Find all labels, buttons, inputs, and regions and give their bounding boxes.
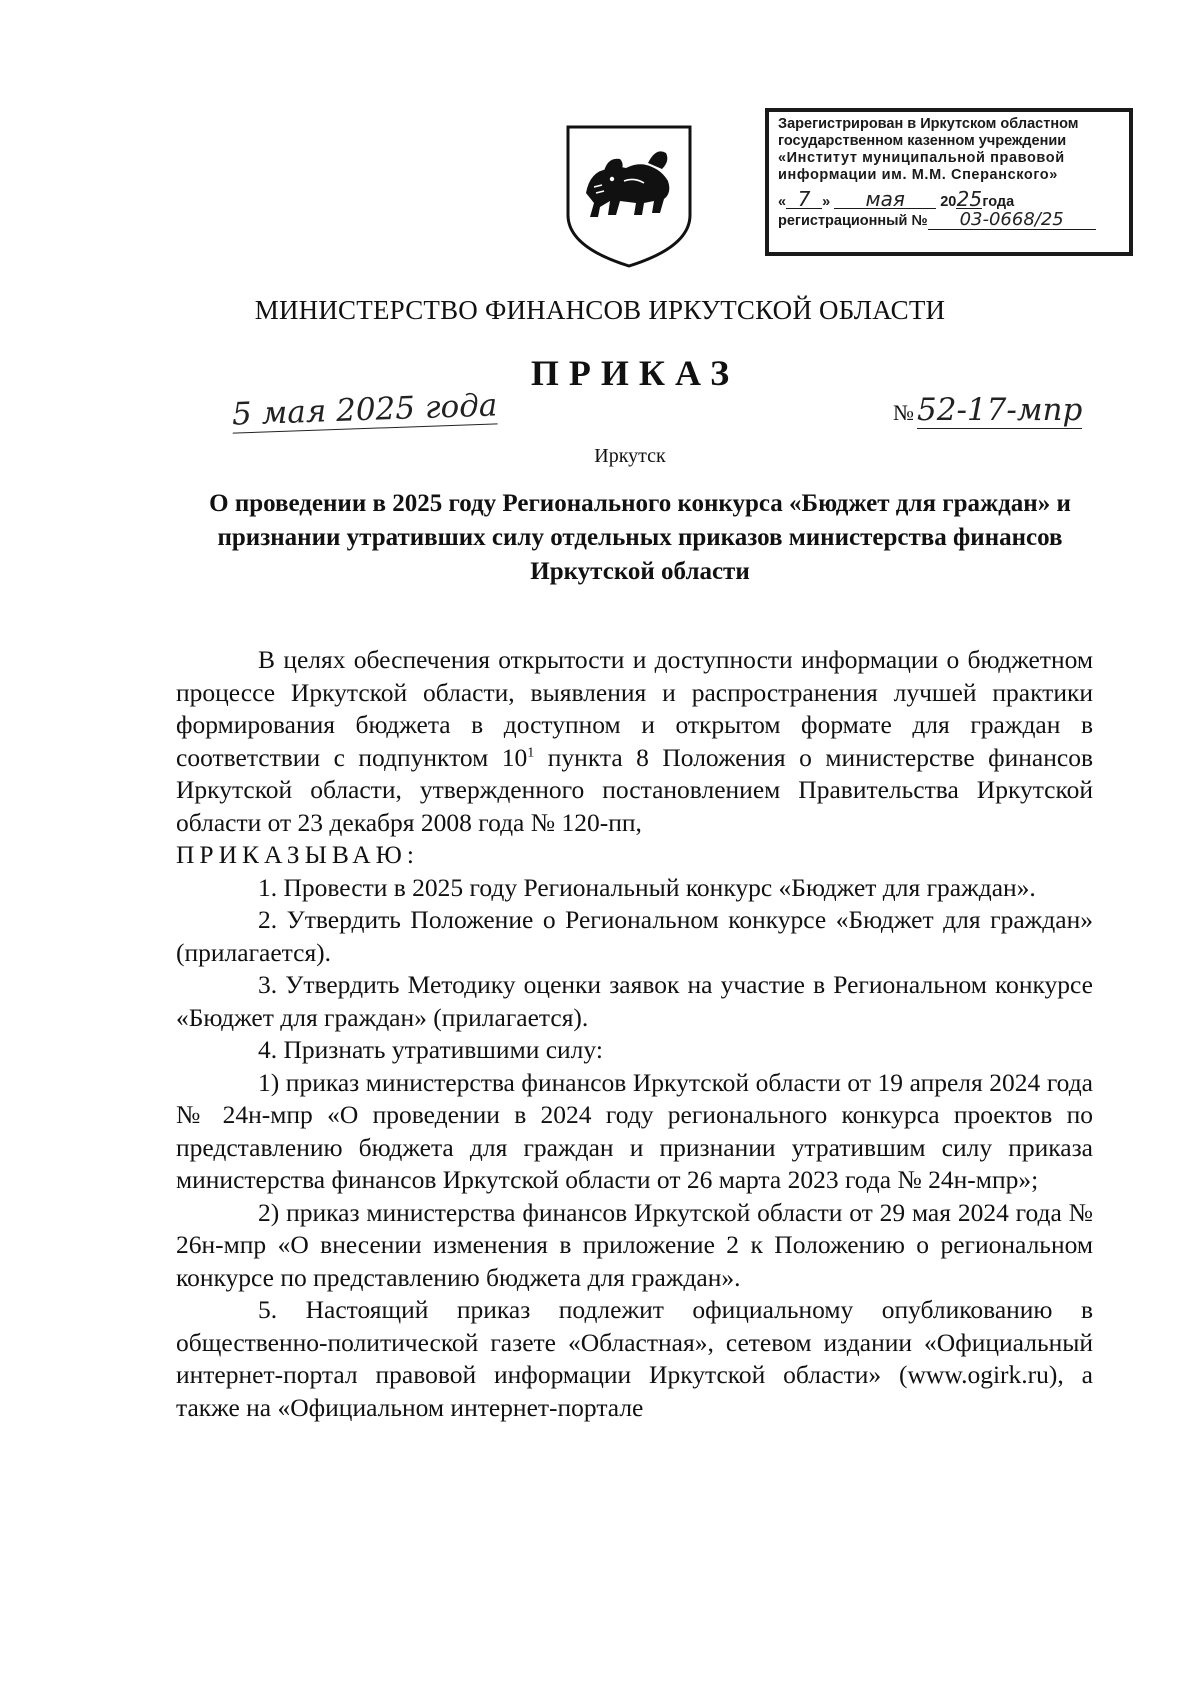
list-item: 1. Провести в 2025 году Региональный конкурс «Бюджет для граждан». — [258, 872, 1036, 902]
city: Иркутск — [594, 445, 666, 467]
order-number: №52-17-мпр — [893, 392, 1083, 428]
coat-of-arms-icon — [564, 123, 694, 269]
list-item: 2. Утвердить Положение о Региональном конкурсе «Бюджет для граждан» (прилагается). — [176, 905, 1093, 967]
document-type: ПРИКАЗ — [530, 353, 740, 393]
stamp-line: «Институт муниципальной правовой — [778, 150, 1065, 166]
stamp-reg-number: 03-0668/25 — [928, 211, 1096, 230]
preamble: В целях обеспечения открытости и доступности информации о бюджетном процессе Иркутской области, выявления и распространения лучшей практики формирования бюджета в доступном и открытом формате для граждан в соответствии с подпунктом $10^1$ пункта 8 Положения о министерстве финансов Иркутской области, утвержденного постановлением Правительства Иркутской области от 23 декабря 2008 года № 120-пп, — [176, 645, 1094, 837]
registration-stamp — [765, 108, 1133, 256]
order-word: ПРИКАЗЫВАЮ: — [176, 840, 419, 869]
stamp-day: 7 — [786, 190, 822, 209]
ministry-name: МИНИСТЕРСТВО ФИНАНСОВ ИРКУТСКОЙ ОБЛАСТИ — [254, 295, 946, 325]
list-item: 4. Признать утратившими силу: — [258, 1035, 603, 1064]
list-item: 2) приказ министерства финансов Иркутской области от 29 мая 2024 года № 26н-мпр «О внесении изменения в приложение 2 к Положению о региональном конкурсе по представлению бюджета для граждан». — [176, 1197, 1093, 1292]
list-item: 1) приказ министерства финансов Иркутской области от 19 апреля 2024 года № 24н-мпр «О проведении в 2024 году регионального конкурса проектов по представлению бюджета для граждан и признании утратившим силу приказа министерства финансов Иркутской области от 26 марта 2023 года № 24н-мпр»; — [176, 1067, 1093, 1194]
list-item: 3. Утвердить Методику оценки заявок на участие в Региональном конкурсе «Бюджет для граждан» (прилагается). — [176, 970, 1093, 1032]
document-title: О проведении в 2025 году Регионального конкурса «Бюджет для граждан» и признании утративших силу отдельных приказов министерства финансов Иркутской области — [209, 490, 1071, 585]
list-item: 5. Настоящий приказ подлежит официальному опубликованию в общественно-политической газете «Областная», сетевом издании «Официальный интернет-портал правовой информации Иркутской области» (www.ogirk.ru), а также на «Официальном интернет-портале — [176, 1295, 1093, 1422]
stamp-line: Зарегистрирован в Иркутском областном — [778, 116, 1079, 132]
stamp-year: 25 — [956, 187, 983, 211]
stamp-reg-row: регистрационный № 03-0668/25 — [778, 211, 1122, 230]
stamp-line: информации им. М.М. Сперанского» — [778, 167, 1058, 183]
document-body — [176, 644, 1093, 1424]
stamp-line: государственном казенном учреждении — [778, 133, 1067, 149]
stamp-month: мая — [834, 190, 936, 209]
stamp-date-row: « 7 » мая 2025года — [778, 187, 1015, 211]
order-date: 5 мая 2025 года — [231, 387, 498, 433]
